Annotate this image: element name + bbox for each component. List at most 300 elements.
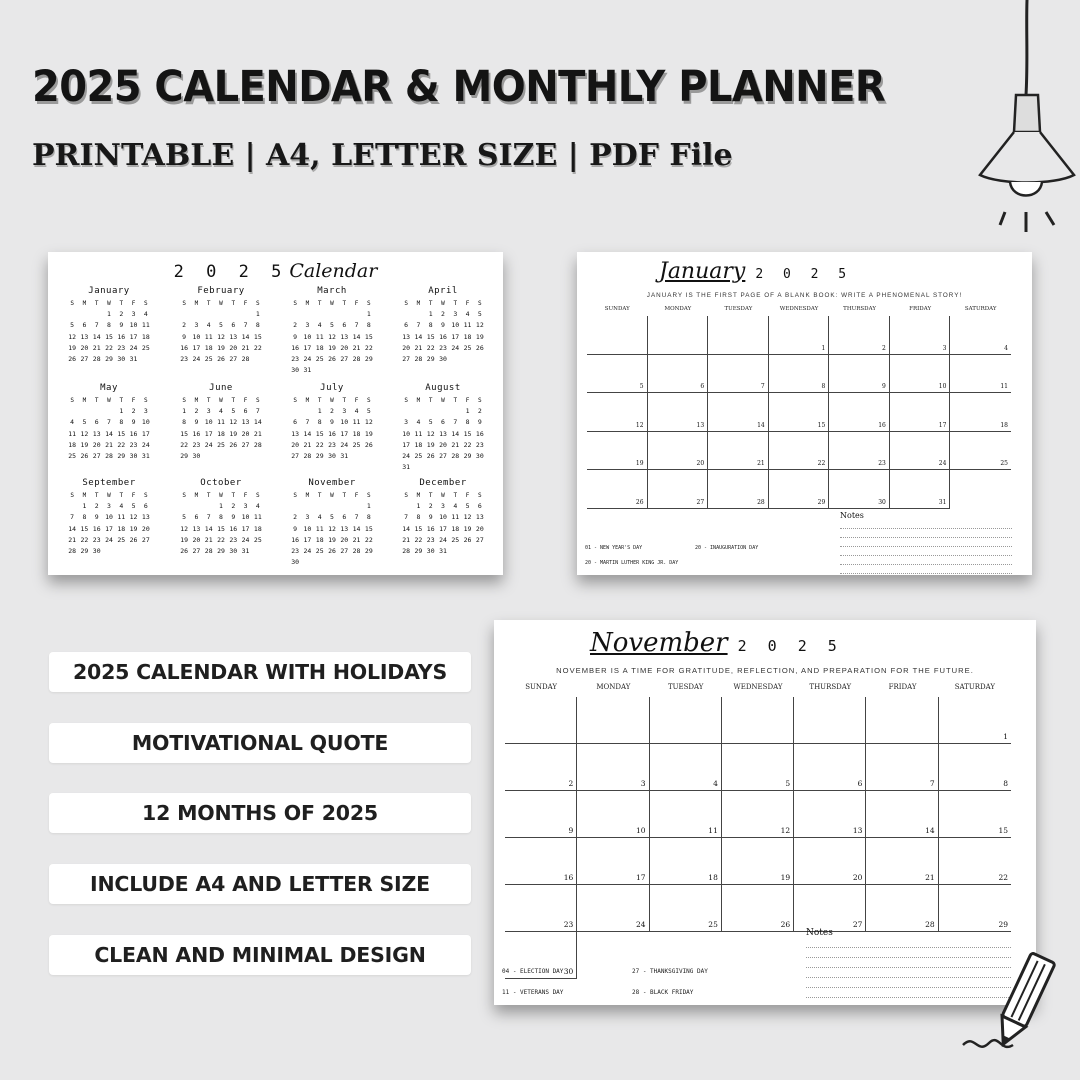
mini-day: 16 bbox=[426, 524, 435, 533]
day-cell[interactable] bbox=[866, 838, 938, 885]
mini-day: 4 bbox=[453, 502, 458, 511]
day-cell[interactable] bbox=[829, 470, 890, 509]
day-cell[interactable] bbox=[939, 791, 1011, 838]
mini-day: 30 bbox=[117, 355, 126, 364]
day-cell[interactable] bbox=[587, 355, 648, 394]
day-number: 2 bbox=[568, 779, 574, 788]
weekday-initial: S bbox=[404, 300, 408, 307]
mini-day: 21 bbox=[68, 535, 77, 544]
weekday-initial: M bbox=[416, 492, 421, 499]
day-number: 7 bbox=[760, 383, 765, 390]
day-cell[interactable] bbox=[650, 697, 722, 744]
weekday-initial: S bbox=[404, 397, 408, 404]
mini-month-grid bbox=[400, 395, 486, 473]
mini-day: 7 bbox=[354, 513, 359, 522]
mini-day: 23 bbox=[426, 535, 435, 544]
mini-day: 17 bbox=[241, 524, 250, 533]
mini-day: 13 bbox=[475, 513, 484, 522]
mini-day: 22 bbox=[80, 535, 89, 544]
mini-day: 1 bbox=[366, 502, 371, 511]
mini-day: 18 bbox=[451, 524, 460, 533]
mini-day: 20 bbox=[475, 524, 484, 533]
day-header: MONDAY bbox=[596, 683, 631, 691]
weekday-initial: S bbox=[182, 300, 186, 307]
weekday-initial: T bbox=[94, 300, 99, 307]
day-number: 13 bbox=[696, 421, 705, 429]
day-cell[interactable] bbox=[722, 885, 794, 932]
mini-day: 9 bbox=[330, 418, 334, 427]
mini-day: 17 bbox=[204, 429, 213, 438]
day-cell[interactable] bbox=[722, 932, 794, 978]
day-cell[interactable] bbox=[722, 744, 794, 791]
mini-day: 4 bbox=[465, 310, 470, 319]
mini-day: 6 bbox=[243, 407, 248, 416]
weekday-initial: W bbox=[219, 397, 223, 404]
mini-day: 16 bbox=[439, 332, 447, 341]
weekday-initial: W bbox=[330, 492, 334, 499]
mini-day: 23 bbox=[328, 440, 336, 449]
weekday-initial: W bbox=[219, 300, 223, 307]
mini-day: 23 bbox=[229, 535, 238, 544]
mini-day: 24 bbox=[241, 535, 250, 544]
mini-month-name: June bbox=[209, 383, 233, 393]
mini-day: 23 bbox=[291, 547, 300, 556]
mini-month-grid bbox=[178, 490, 264, 557]
mini-day: 5 bbox=[477, 310, 482, 319]
day-number: 23 bbox=[563, 920, 574, 929]
weekday-initial: F bbox=[131, 397, 136, 404]
mini-month-grid bbox=[178, 298, 264, 365]
weekday-initial: S bbox=[144, 492, 148, 499]
day-cell[interactable] bbox=[890, 470, 951, 509]
day-number: 29 bbox=[817, 498, 826, 506]
day-cell[interactable] bbox=[648, 355, 709, 394]
day-number: 25 bbox=[708, 920, 718, 929]
weekday-initial: T bbox=[428, 492, 433, 499]
weekday-initial: M bbox=[305, 492, 310, 499]
day-cell[interactable] bbox=[722, 838, 794, 885]
mini-day: 23 bbox=[129, 440, 138, 449]
day-number: 11 bbox=[1000, 383, 1008, 390]
mini-day: 18 bbox=[217, 429, 225, 438]
day-cell[interactable] bbox=[505, 791, 577, 838]
day-cell[interactable] bbox=[648, 470, 709, 509]
mini-day: 13 bbox=[92, 429, 101, 438]
weekday-initial: T bbox=[342, 300, 347, 307]
weekday-initial: T bbox=[231, 300, 236, 307]
mini-day: 21 bbox=[92, 343, 101, 352]
january-year: 2 0 2 5 bbox=[755, 267, 853, 282]
mini-day: 27 bbox=[141, 535, 150, 544]
mini-day: 4 bbox=[255, 502, 260, 511]
mini-day: 9 bbox=[131, 418, 136, 427]
mini-day: 19 bbox=[180, 535, 189, 544]
day-cell[interactable] bbox=[650, 885, 722, 932]
mini-day: 15 bbox=[253, 332, 262, 341]
november-quote: NOVEMBER IS A TIME FOR GRATITUDE, REFLECTION, AND PREPARATION FOR THE FUTURE. bbox=[556, 666, 974, 675]
weekday-initial: W bbox=[107, 397, 111, 404]
day-number: 30 bbox=[878, 498, 886, 506]
day-cell[interactable] bbox=[794, 697, 866, 744]
mini-day: 7 bbox=[243, 321, 248, 330]
day-number: 24 bbox=[636, 920, 646, 929]
mini-day: 3 bbox=[342, 407, 347, 416]
day-cell[interactable] bbox=[587, 316, 648, 355]
day-cell[interactable] bbox=[866, 791, 938, 838]
mini-day: 10 bbox=[439, 513, 447, 522]
year-calendar-year: 2 0 2 5 bbox=[173, 262, 288, 282]
mini-day: 12 bbox=[426, 429, 435, 438]
day-cell[interactable] bbox=[890, 432, 951, 471]
mini-day: 1 bbox=[416, 502, 421, 511]
january-grid bbox=[587, 306, 1011, 509]
january-holiday-1: 01 - NEW YEAR'S DAY bbox=[585, 545, 643, 551]
mini-day: 16 bbox=[328, 429, 336, 438]
mini-day: 31 bbox=[439, 547, 447, 556]
day-number: 13 bbox=[852, 826, 863, 835]
mini-day: 1 bbox=[219, 502, 223, 511]
day-cell[interactable] bbox=[794, 791, 866, 838]
mini-day: 20 bbox=[340, 343, 349, 352]
mini-month bbox=[66, 383, 152, 462]
day-cell[interactable] bbox=[505, 838, 577, 885]
mini-day: 27 bbox=[80, 355, 89, 364]
empty-day bbox=[400, 501, 412, 512]
mini-day: 26 bbox=[475, 343, 484, 352]
day-cell[interactable] bbox=[829, 432, 890, 471]
weekday-initial: S bbox=[478, 300, 482, 307]
mini-day: 24 bbox=[340, 440, 349, 449]
mini-day: 24 bbox=[303, 547, 312, 556]
mini-month-grid bbox=[66, 395, 152, 462]
day-cell[interactable] bbox=[648, 432, 709, 471]
mini-day: 12 bbox=[328, 524, 336, 533]
mini-day: 9 bbox=[477, 418, 482, 427]
day-number: 30 bbox=[563, 967, 574, 976]
mini-day: 22 bbox=[463, 440, 472, 449]
day-number: 18 bbox=[1000, 421, 1008, 429]
mini-day: 16 bbox=[92, 524, 101, 533]
day-number: 9 bbox=[568, 826, 574, 835]
day-cell[interactable] bbox=[890, 316, 951, 355]
mini-day: 17 bbox=[303, 343, 312, 352]
mini-day: 2 bbox=[231, 502, 236, 511]
november-holiday-3: 11 - VETERANS DAY bbox=[502, 989, 564, 996]
mini-day: 14 bbox=[402, 524, 411, 533]
weekday-initial: W bbox=[441, 492, 445, 499]
mini-day: 2 bbox=[194, 407, 199, 416]
weekday-initial: W bbox=[107, 492, 111, 499]
mini-day: 2 bbox=[293, 321, 298, 330]
mini-day: 1 bbox=[182, 407, 187, 416]
mini-day: 8 bbox=[366, 321, 371, 330]
mini-day: 12 bbox=[328, 332, 336, 341]
january-notes-lines bbox=[840, 520, 1012, 574]
day-number: 15 bbox=[817, 421, 826, 429]
day-cell[interactable] bbox=[866, 744, 938, 791]
day-cell[interactable] bbox=[939, 744, 1011, 791]
day-number: 29 bbox=[998, 920, 1008, 929]
weekday-initial: M bbox=[305, 300, 310, 307]
weekday-initial: M bbox=[416, 300, 421, 307]
empty-day bbox=[66, 309, 78, 320]
mini-day: 28 bbox=[402, 547, 411, 556]
mini-day: 28 bbox=[253, 440, 262, 449]
mini-month-grid bbox=[289, 298, 375, 376]
mini-day: 6 bbox=[194, 513, 199, 522]
mini-day: 7 bbox=[305, 418, 310, 427]
empty-day bbox=[412, 309, 424, 320]
mini-day: 3 bbox=[404, 418, 409, 427]
mini-day: 3 bbox=[194, 321, 199, 330]
weekday-initial: T bbox=[342, 397, 347, 404]
day-cell[interactable] bbox=[650, 744, 722, 791]
mini-day: 9 bbox=[94, 513, 99, 522]
day-cell[interactable] bbox=[577, 885, 649, 932]
empty-day bbox=[178, 309, 190, 320]
mini-day: 13 bbox=[340, 332, 349, 341]
mini-day: 1 bbox=[82, 502, 87, 511]
day-number: 28 bbox=[925, 920, 935, 929]
mini-day: 28 bbox=[68, 547, 77, 556]
day-number: 19 bbox=[780, 873, 791, 882]
mini-day: 15 bbox=[105, 332, 113, 341]
mini-day: 16 bbox=[117, 332, 126, 341]
weekday-initial: S bbox=[144, 300, 148, 307]
day-cell[interactable] bbox=[866, 885, 938, 932]
day-header: FRIDAY bbox=[909, 306, 932, 312]
mini-day: 12 bbox=[229, 418, 238, 427]
day-cell[interactable] bbox=[650, 838, 722, 885]
day-cell[interactable] bbox=[950, 316, 1011, 355]
weekday-initial: S bbox=[70, 300, 74, 307]
mini-day: 14 bbox=[68, 524, 77, 533]
weekday-initial: T bbox=[453, 300, 458, 307]
mini-day: 11 bbox=[117, 513, 126, 522]
day-cell[interactable] bbox=[829, 316, 890, 355]
day-number: 2 bbox=[882, 344, 886, 352]
day-header: SATURDAY bbox=[964, 306, 997, 312]
day-cell[interactable] bbox=[939, 885, 1011, 932]
day-cell[interactable] bbox=[769, 316, 830, 355]
weekday-initial: F bbox=[354, 397, 359, 404]
weekday-initial: S bbox=[256, 397, 260, 404]
pencil-icon bbox=[955, 945, 1070, 1060]
weekday-initial: T bbox=[231, 397, 236, 404]
day-cell[interactable] bbox=[587, 470, 648, 509]
mini-day: 29 bbox=[364, 547, 373, 556]
mini-day: 17 bbox=[439, 524, 447, 533]
mini-day: 18 bbox=[352, 429, 361, 438]
day-cell[interactable] bbox=[648, 393, 709, 432]
day-cell[interactable] bbox=[722, 791, 794, 838]
mini-day: 18 bbox=[68, 440, 77, 449]
mini-day: 22 bbox=[315, 440, 324, 449]
day-cell[interactable] bbox=[577, 791, 649, 838]
mini-month-name: April bbox=[428, 286, 458, 296]
mini-day: 19 bbox=[364, 429, 373, 438]
mini-day: 20 bbox=[402, 343, 411, 352]
mini-day: 10 bbox=[303, 524, 312, 533]
day-cell[interactable] bbox=[866, 697, 938, 744]
mini-day: 7 bbox=[453, 418, 458, 427]
mini-day: 8 bbox=[182, 418, 187, 427]
day-cell[interactable] bbox=[505, 744, 577, 791]
empty-day bbox=[400, 406, 412, 417]
mini-day: 16 bbox=[129, 429, 138, 438]
day-cell[interactable] bbox=[708, 355, 769, 394]
mini-day: 19 bbox=[229, 429, 238, 438]
day-cell[interactable] bbox=[890, 393, 951, 432]
weekday-initial: F bbox=[243, 492, 248, 499]
mini-day: 29 bbox=[80, 547, 89, 556]
day-cell[interactable] bbox=[794, 838, 866, 885]
mini-day: 15 bbox=[364, 332, 373, 341]
mini-day: 14 bbox=[303, 429, 312, 438]
mini-month-grid bbox=[178, 395, 264, 462]
day-cell[interactable] bbox=[794, 744, 866, 791]
day-cell[interactable] bbox=[769, 393, 830, 432]
day-header: THURSDAY bbox=[809, 683, 852, 691]
mini-day: 29 bbox=[180, 452, 189, 461]
mini-day: 20 bbox=[291, 440, 300, 449]
mini-day: 9 bbox=[293, 332, 298, 341]
mini-day: 6 bbox=[342, 321, 347, 330]
mini-day: 27 bbox=[340, 355, 349, 364]
day-cell[interactable] bbox=[794, 885, 866, 932]
day-cell[interactable] bbox=[950, 393, 1011, 432]
mini-day: 9 bbox=[194, 418, 199, 427]
mini-day: 3 bbox=[143, 407, 148, 416]
mini-day: 28 bbox=[414, 355, 423, 364]
mini-day: 28 bbox=[352, 547, 361, 556]
day-cell[interactable] bbox=[577, 744, 649, 791]
day-cell[interactable] bbox=[950, 355, 1011, 394]
mini-month-grid bbox=[66, 298, 152, 365]
mini-day: 4 bbox=[354, 407, 359, 416]
day-cell[interactable] bbox=[769, 432, 830, 471]
day-cell[interactable] bbox=[890, 355, 951, 394]
mini-month-grid bbox=[289, 395, 375, 462]
mini-day: 13 bbox=[439, 429, 447, 438]
day-number: 19 bbox=[635, 460, 644, 467]
feature-months: 12 MONTHS OF 2025 bbox=[49, 793, 471, 833]
mini-day: 20 bbox=[229, 343, 238, 352]
mini-day: 5 bbox=[182, 513, 187, 522]
weekday-initial: S bbox=[70, 492, 74, 499]
mini-day: 5 bbox=[428, 418, 433, 427]
day-cell[interactable] bbox=[939, 838, 1011, 885]
day-cell[interactable] bbox=[950, 470, 1011, 508]
mini-day: 11 bbox=[68, 429, 77, 438]
year-calendar-script-title: Calendar bbox=[289, 260, 378, 282]
mini-day: 7 bbox=[354, 321, 359, 330]
mini-day: 15 bbox=[217, 524, 225, 533]
mini-day: 3 bbox=[243, 502, 248, 511]
empty-day bbox=[203, 501, 215, 512]
mini-month-name: May bbox=[100, 383, 118, 393]
mini-day: 19 bbox=[328, 535, 336, 544]
day-cell[interactable] bbox=[708, 432, 769, 471]
day-cell[interactable] bbox=[505, 697, 577, 744]
day-cell[interactable] bbox=[505, 885, 577, 932]
weekday-initial: W bbox=[330, 300, 334, 307]
mini-day: 29 bbox=[426, 355, 435, 364]
mini-day: 4 bbox=[317, 513, 322, 522]
mini-day: 3 bbox=[131, 310, 136, 319]
january-month-name: January bbox=[659, 259, 746, 284]
mini-day: 25 bbox=[414, 452, 423, 461]
mini-month bbox=[66, 478, 152, 557]
mini-day: 19 bbox=[463, 524, 472, 533]
day-cell[interactable] bbox=[587, 432, 648, 471]
mini-day: 14 bbox=[204, 524, 213, 533]
mini-month-name: December bbox=[419, 478, 467, 488]
weekday-initial: T bbox=[317, 492, 322, 499]
day-cell[interactable] bbox=[950, 432, 1011, 471]
day-cell[interactable] bbox=[708, 393, 769, 432]
mini-day: 10 bbox=[105, 513, 113, 522]
day-cell[interactable] bbox=[769, 470, 830, 509]
day-cell[interactable] bbox=[769, 355, 830, 394]
mini-day: 25 bbox=[204, 355, 213, 364]
mini-day: 24 bbox=[451, 343, 460, 352]
day-cell[interactable] bbox=[577, 838, 649, 885]
day-header: THURSDAY bbox=[843, 306, 876, 312]
mini-day: 16 bbox=[291, 535, 300, 544]
feature-sizes: INCLUDE A4 AND LETTER SIZE bbox=[49, 864, 471, 904]
day-cell[interactable] bbox=[722, 697, 794, 744]
day-number: 14 bbox=[925, 826, 935, 835]
weekday-initial: M bbox=[194, 300, 199, 307]
day-cell[interactable] bbox=[587, 393, 648, 432]
mini-day: 18 bbox=[253, 524, 262, 533]
day-cell[interactable] bbox=[648, 316, 709, 355]
day-cell[interactable] bbox=[708, 316, 769, 355]
day-cell[interactable] bbox=[829, 393, 890, 432]
mini-day: 19 bbox=[328, 343, 336, 352]
mini-day: 2 bbox=[441, 310, 445, 319]
mini-day: 28 bbox=[303, 452, 312, 461]
weekday-initial: S bbox=[367, 492, 371, 499]
mini-day: 13 bbox=[141, 513, 150, 522]
empty-day bbox=[78, 406, 90, 417]
day-number: 12 bbox=[635, 421, 644, 429]
day-header: SUNDAY bbox=[525, 683, 558, 691]
mini-day: 5 bbox=[330, 513, 334, 522]
day-cell[interactable] bbox=[577, 697, 649, 744]
weekday-initial: F bbox=[131, 492, 136, 499]
day-cell[interactable] bbox=[829, 355, 890, 394]
mini-month-name: March bbox=[317, 286, 347, 296]
mini-day: 12 bbox=[129, 513, 138, 522]
weekday-initial: F bbox=[131, 300, 136, 307]
weekday-initial: T bbox=[119, 397, 124, 404]
mini-day: 30 bbox=[439, 355, 447, 364]
weekday-initial: S bbox=[182, 397, 186, 404]
mini-month bbox=[289, 383, 375, 462]
mini-day: 3 bbox=[305, 513, 310, 522]
day-cell[interactable] bbox=[650, 791, 722, 838]
mini-day: 11 bbox=[253, 513, 262, 522]
day-cell[interactable] bbox=[939, 697, 1011, 744]
empty-day bbox=[66, 406, 78, 417]
day-cell[interactable] bbox=[708, 470, 769, 509]
weekday-initial: M bbox=[194, 492, 199, 499]
mini-day: 2 bbox=[182, 321, 187, 330]
empty-day bbox=[91, 406, 103, 417]
mini-month-name: July bbox=[320, 383, 344, 393]
